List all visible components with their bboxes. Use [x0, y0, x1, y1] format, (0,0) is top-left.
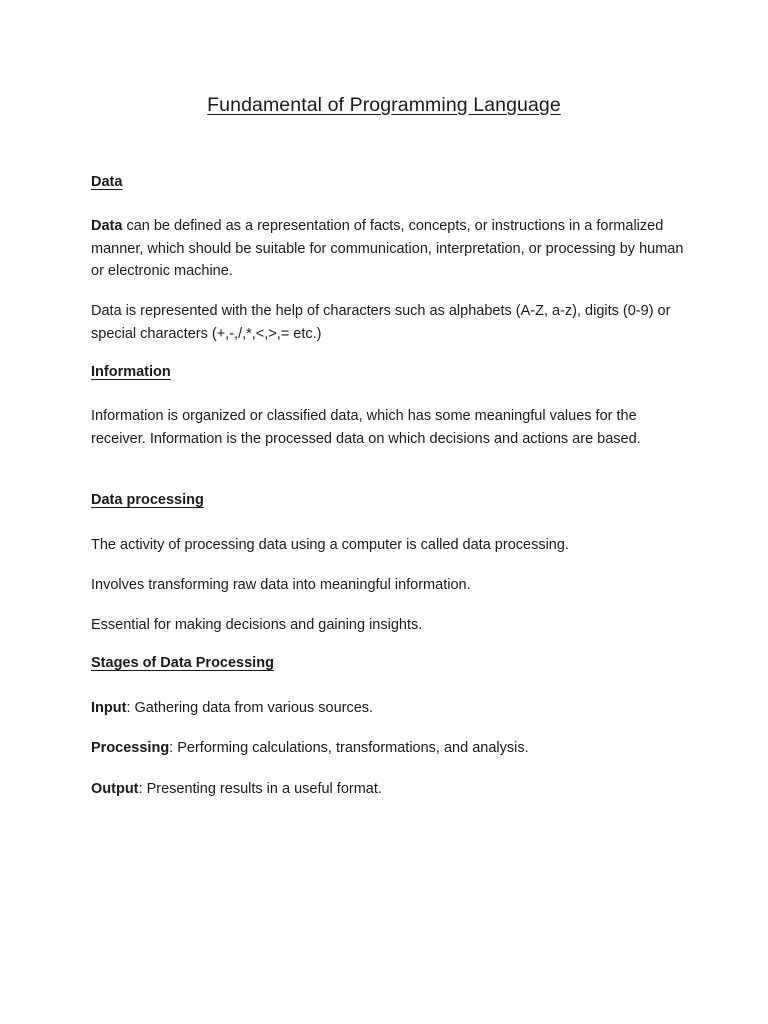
heading-data-processing: Data processing: [91, 492, 204, 508]
paragraph-data-processing-definition: The activity of processing data using a computer is called data processing.: [91, 537, 569, 553]
term-processing: Processing: [91, 740, 170, 756]
heading-stages: Stages of Data Processing: [91, 655, 274, 671]
stage-output: [91, 778, 687, 801]
paragraph-information: Information is organized or classified data, which has some meaningful values for the receiver. Information is the processed data on which decisions and actions are based.: [91, 408, 641, 447]
page-title: Fundamental of Programming Language: [207, 94, 561, 116]
paragraph-data-definition: [91, 215, 687, 283]
paragraph-data-processing-transform: Involves transforming raw data into meaningful information.: [91, 577, 471, 593]
stage-input: [91, 697, 687, 720]
term-input: Input: [91, 700, 127, 716]
term-output: Output: [91, 781, 139, 797]
paragraph-data-processing-essential: Essential for making decisions and gaining insights.: [91, 617, 423, 633]
heading-data: Data: [91, 174, 123, 190]
heading-information: Information: [91, 364, 171, 380]
paragraph-data-representation: Data is represented with the help of characters such as alphabets (A-Z, a-z), digits (0-9) or special characters (+,-,/,*,<,>,= etc.): [91, 303, 671, 342]
term-data: Data: [91, 218, 123, 234]
stage-input-text: : Gathering data from various sources.: [126, 700, 374, 716]
stage-output-text: : Presenting results in a useful format.: [138, 781, 382, 797]
stage-processing: [91, 737, 687, 760]
data-definition-text: can be defined as a representation of facts, concepts, or instructions in a formalized manner, which should be suitable for communication, interpretation, or processing by human or electronic machine.: [91, 218, 684, 279]
stage-processing-text: : Performing calculations, transformations, and analysis.: [169, 740, 529, 756]
